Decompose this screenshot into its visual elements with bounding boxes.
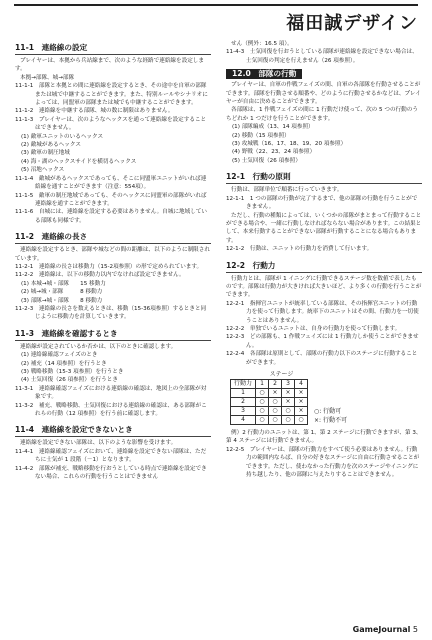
section-heading: 11-3 連絡線を確認するとき	[15, 329, 211, 341]
grid-cell: ○	[256, 407, 269, 416]
legend-yes: ○: 行動可	[314, 408, 342, 415]
spacer	[15, 225, 211, 229]
rule-paragraph: 12-2-5 プレイヤーは、部隊の行動力をすべて使う必要はありません。行動力の範囲内ならば、自分の好きなステージに自由に行動させることができます。ただし、使わなかった行動力を次のステージやイニングに持ち越したり、他の部隊に与えたりすることはできません。	[226, 446, 420, 479]
top-rule	[14, 4, 418, 6]
list-item: (1) 連絡線確認フェイズのとき	[21, 352, 98, 359]
list-item: (2) 敵城があるヘックス	[21, 142, 81, 149]
rule-paragraph: 11-2-1 連絡線の長さは移動力（15-2項参照）の形で定められています。	[15, 263, 203, 270]
rule-paragraph: 12-1-1 1 つの部隊の行動が完了するまで、他の部隊の行動を行うことができません。	[226, 195, 418, 211]
grid-cell: ○	[282, 416, 295, 425]
left-column	[15, 40, 211, 481]
list-item: (3) 攻城戦（16、17、18、19、20 項参照）	[232, 141, 347, 148]
rule-paragraph: 11-4-2 部隊が補充、戦略移動を行おうとしている時点で連絡線を設定できない場合、これらの行動を行うことはできません	[15, 465, 207, 481]
page-footer	[353, 625, 418, 634]
grid-row-header: 行動力	[231, 380, 256, 389]
grid-power: 3	[231, 407, 256, 416]
list-item: (4) 海・湖のヘックスサイドを横切るヘックス	[21, 158, 137, 165]
grid-power: 2	[231, 398, 256, 407]
grid-cell: ×	[295, 407, 308, 416]
rule-paragraph: 11-4-1 連絡線確認フェイズにおいて、連絡線を設定できない部隊は、ただちに士気が 1 段階（－1）となります。	[15, 448, 207, 464]
grid-cell: ×	[295, 398, 308, 407]
list-item: (3) 戦略移動（15-3 項参照）を行うとき	[21, 369, 124, 375]
list-item: (4) 野戦（22、23、24 項参照）	[232, 149, 316, 156]
list-item: (2) 城→城・部隊 8 移動力	[21, 289, 103, 296]
paragraph: プレイヤーは、自軍の作戦フェイズの間、自軍の各部隊を行動させることができます。部隊を行動させる順番や、どのように行動させるかなどは、プレイヤーが自由に決めることができます。	[226, 82, 421, 106]
paragraph: 連絡線を設定できない部隊は、以下のような影響を受けます。	[20, 440, 177, 447]
grid-cell: ○	[256, 416, 269, 425]
right-column	[226, 40, 422, 479]
spacer	[15, 418, 211, 422]
section-heading: 12-2 行動力	[226, 261, 422, 273]
stage-grid	[230, 371, 308, 425]
grid-stage: 3	[282, 380, 295, 389]
grid-cell: ×	[295, 389, 308, 398]
rule-paragraph: 11-1-3 プレイヤーは、次のようなヘックスを通って連絡線を設定することはできません。	[15, 116, 207, 132]
chapter-heading: 12.0 部隊の行動	[226, 69, 302, 79]
grid-cell: ○	[256, 398, 269, 407]
list-item: (2) 補充（14 項参照）を行うとき	[21, 360, 107, 367]
grid-power: 1	[231, 389, 256, 398]
rule-paragraph: 12-2-4 各部隊は原則として、部隊の行動力以下のステージに行動することができます。	[226, 351, 418, 366]
grid-cell: ×	[282, 398, 295, 407]
spacer	[226, 165, 422, 169]
list-item: (4) 士気回復（26 項参照）を行うとき	[21, 377, 118, 384]
section-heading: 11-2 連絡線の長さ	[15, 232, 211, 244]
paragraph: 行動力とは、部隊が 1 イニングに行動できるステージ数を数値で表したものです。部隊は行動力が大きければ大きいほど、より多くの行動を行うことができます。	[226, 275, 422, 299]
grid-cell: ○	[269, 416, 282, 425]
list-item: (5) 沼地ヘックス	[21, 167, 65, 174]
paragraph: せん（例外：16.5 項）。	[231, 41, 293, 47]
grid-cell: ×	[269, 389, 282, 398]
paragraph: 行動は、部隊単位で順番に行っていきます。	[231, 187, 343, 194]
rule-paragraph: 12-2-2 単独でいるユニットは、自身の行動力を使って行動します。	[226, 325, 401, 332]
rule-paragraph: 11-1-6 自城には、連絡線を設定する必要はありません。自城に地域している部隊も同様です。	[15, 209, 208, 224]
paragraph: プレイヤーは、本拠から兵站線まで、次のような経路で連絡線を設定します。	[15, 58, 204, 73]
grid-cell: ×	[282, 389, 295, 398]
rule-paragraph: 12-2-3 どの部隊も、1 作戦フェイズには 1 行動力しか使うことができません。	[226, 334, 419, 349]
paragraph: 各部隊は、1 作戦フェイズの間に 1 行動だけ使って、次の 5 つの行動のうちどれか 1 つだけを行うことができます。	[226, 107, 418, 122]
rule-paragraph: 11-3-2 補充、戦略移動、士気回復における連絡線の確認は、ある部隊がこれらの行動（12 項参照）を行う前に確認します。	[15, 402, 207, 418]
list-item: (3) 部隊→城・部隊 8 移動力	[21, 297, 103, 304]
legend-no: ×: 行動不可	[314, 417, 347, 424]
list-item: (3) 敵軍の制圧地域	[21, 150, 70, 157]
page-number: 5	[412, 625, 418, 634]
list-item: (1) 敵軍ユニットのいるヘックス	[21, 133, 104, 140]
grid-cell: ○	[269, 407, 282, 416]
list-item: (2) 移動（15 項参照）	[232, 132, 290, 139]
grid-cell: ○	[282, 407, 295, 416]
list-item: (1) 部隊編成（13、14 項参照）	[232, 124, 314, 131]
section-heading: 11-1 連絡線の設定	[15, 43, 211, 55]
grid-row	[231, 389, 308, 398]
grid-legend	[314, 407, 347, 425]
spacer	[226, 254, 422, 258]
rule-paragraph: 11-3-1 連絡線確認フェイズにおける連絡線の確認は、地図上の全部隊が対象です。	[15, 385, 207, 401]
grid-stage: 1	[256, 380, 269, 389]
grid-row	[231, 407, 308, 416]
rule-paragraph: 12-2-1 指揮官ユニットが統率している部隊は、その指揮官ユニットの行動力を使って行動します。統率下のユニットはその間、行動力を一切使うことはありません。	[226, 300, 419, 324]
paragraph: 連絡線が設定されているか否かは、以下のときに確認します。	[20, 343, 177, 350]
grid-cell: ○	[256, 389, 269, 398]
rule-paragraph: 11-1-1 部隊と本拠との間に連絡線を設定するとき、その途中を自軍の部隊または城で中継することができます。また、特別ルールやシナリオによっては、同盟軍の部隊または城でも中継することができます。	[15, 83, 208, 107]
grid-row	[231, 416, 308, 425]
list-item: (1) 本城→城・部隊 15 移動力	[21, 280, 106, 287]
grid-col-header: ステージ	[269, 371, 294, 378]
rule-paragraph: 11-4-3 士気回復を行おうとしている部隊が連絡線を設定できない場合は、士気回復の判定を行えません（26 項参照）。	[226, 49, 418, 64]
rule-paragraph: 11-2-2 連絡線は、以下の移動力以内でなければ設定できません。	[15, 272, 185, 279]
rule-paragraph: 12-1-2 行動は、ユニットの行動力を消費して行います。	[226, 246, 373, 253]
rule-paragraph: 11-1-4 敵城があるヘックスであっても、そこに同盟軍ユニットがいれば連絡線を通すことができます（注意：554項）。	[15, 175, 207, 191]
rule-paragraph: 11-2-3 連絡線の長さを数えるときは、移動（15-36項参照）するときと同じように移動力を計算していきます。	[15, 305, 207, 321]
rule-paragraph: 11-1-5 敵軍の制圧地域であっても、そのヘックスに同盟軍の部隊がいれば連絡線を通すことができます。	[15, 192, 207, 207]
grid-stage: 2	[269, 380, 282, 389]
list-item: (5) 士気回復（26 項参照）	[232, 157, 301, 164]
grid-stage: 4	[295, 380, 308, 389]
paragraph: ただし、行動の種類によっては、いくつかの部隊がまとまって行動することができる場合や、一緒に行動しなければならない場合があります。この結果として、本来行動することができない部隊が行動することになる場合もあります。	[226, 212, 422, 244]
action-power-chart	[226, 367, 422, 429]
grid-row	[231, 398, 308, 407]
spacer	[15, 322, 211, 326]
grid-corner	[231, 371, 256, 380]
grid-power: 4	[231, 416, 256, 425]
brand-title: 福田誠デザイン	[286, 13, 418, 34]
section-heading: 11-4 連絡線を設定できないとき	[15, 425, 211, 437]
grid-cell: ○	[295, 416, 308, 425]
paragraph: 連絡線を設定するとき、部隊や城などの間の距離は、以下のように制限されています。	[15, 247, 210, 262]
paragraph: 本拠→部隊、城→部隊	[20, 74, 75, 81]
section-heading: 12-1 行動の原則	[226, 172, 422, 184]
rule-paragraph: 11-1-2 連絡線を中継する部隊、城の数に制限はありません。	[15, 108, 174, 115]
grid-cell: ○	[269, 398, 282, 407]
paragraph: 例）2 行動力のユニットは、第 1、第 2 ステージに行動できますが、第 3、第 4 ステージには行動できません。	[226, 430, 422, 445]
journal-logo: GameJournal	[352, 625, 411, 634]
